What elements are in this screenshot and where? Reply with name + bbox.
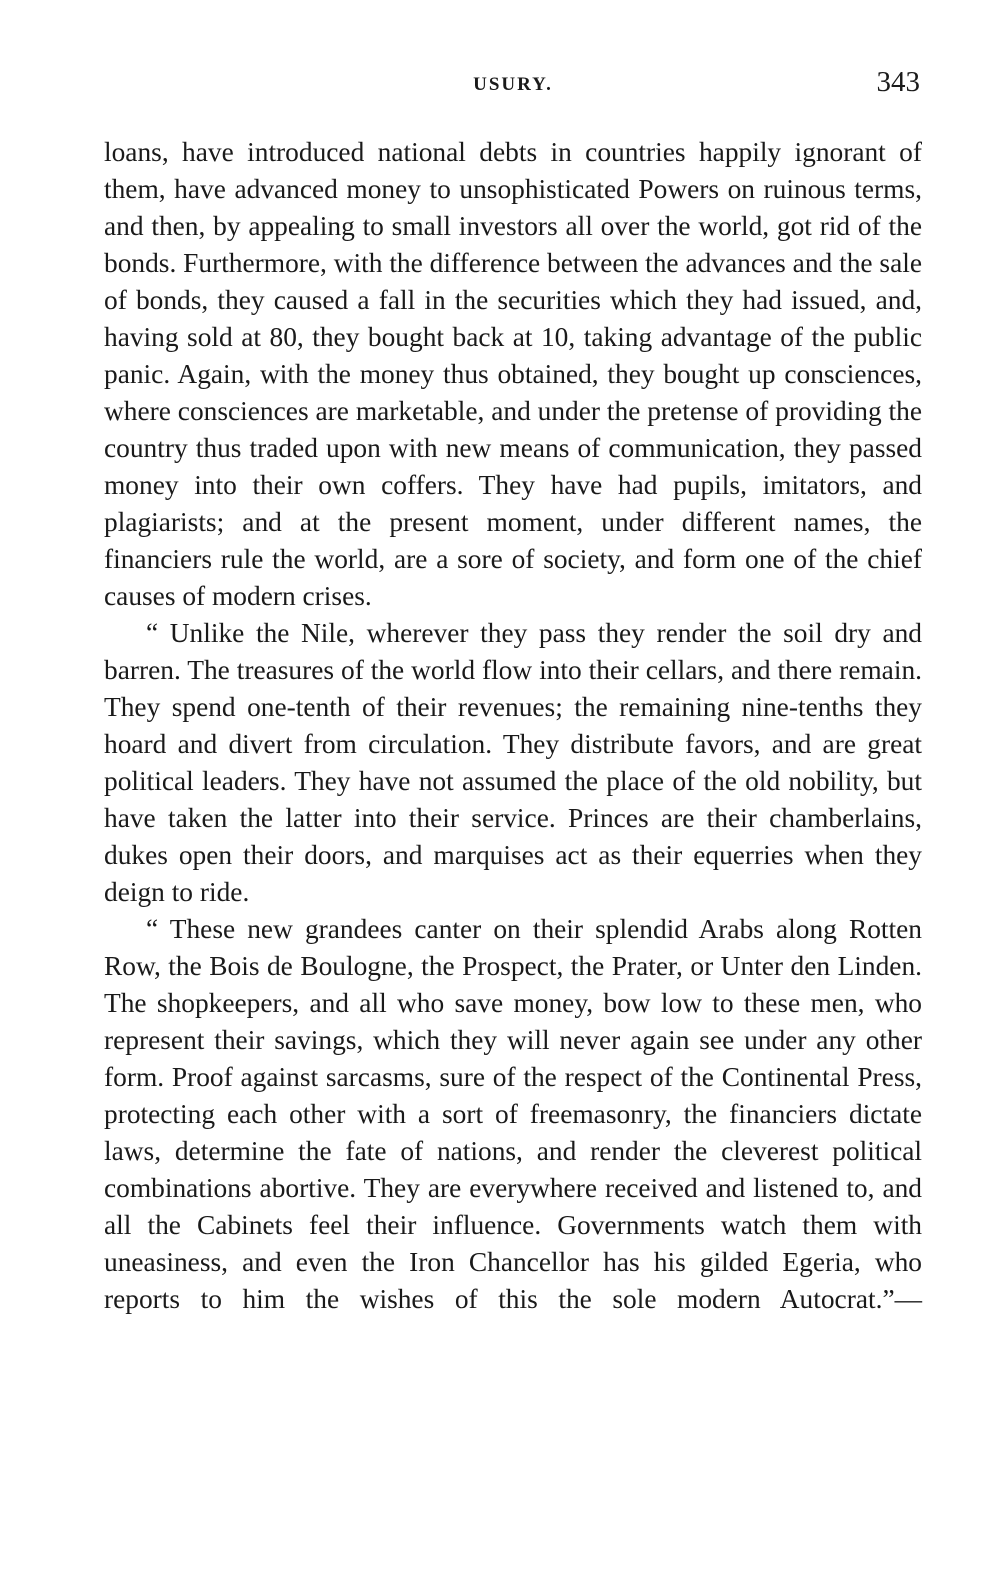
running-head bbox=[104, 62, 922, 106]
page-number: 343 bbox=[876, 66, 920, 98]
paragraph-continuation: loans, have introduced national debts in countries happily ignorant of them, have advanced money to unsophisticated Powers on ruinous terms, and then, by appealing to small investors all over the world, got rid of the bonds. Furthermore, with the difference between the advances and the sale of bonds, they caused a fall in the securities which they had issued, and, having sold at 80, they bought back at 10, taking advantage of the public panic. Again, with the money thus obtained, they bought up consciences, where consciences are marketable, and under the pretense of providing the country thus traded upon with new means of communication, they passed money into their own coffers. They have had pupils, imitators, and plagiarists; and at the present moment, under different names, the financiers rule the world, are a sore of society, and form one of the chief causes of modern crises. bbox=[104, 137, 922, 611]
running-title: USURY. bbox=[473, 74, 553, 95]
paragraph-grandees-quote: “ These new grandees canter on their splendid Arabs along Rotten Row, the Bois de Boulogne, the Prospect, the Prater, or Unter den Linden. The shopkeepers, and all who save money, bow low to these men, who represent their savings, which they will never again see under any other form. Proof against sarcasms, sure of the respect of the Continental Press, protecting each other with a sort of freemasonry, the financiers dictate laws, determine the fate of nations, and render the cleverest political combinations abortive. They are everywhere received and listened to, and all the Cabinets feel their influence. Governments watch them with uneasiness, and even the Iron Chancellor has his gilded Egeria, who reports to him the wishes of this the sole modern Autocrat.”— bbox=[104, 914, 922, 1314]
book-page bbox=[104, 62, 922, 1318]
paragraph-nile-quote: “ Unlike the Nile, wherever they pass they render the soil dry and barren. The treasures of the world flow into their cellars, and there remain. They spend one-tenth of their revenues; the remaining nine-tenths they hoard and divert from circulation. They distribute favors, and are great political leaders. They have not assumed the place of the old nobility, but have taken the latter into their service. Princes are their chamberlains, dukes open their doors, and marquises act as their equerries when they deign to ride. bbox=[104, 618, 922, 907]
body-text bbox=[104, 134, 922, 1318]
